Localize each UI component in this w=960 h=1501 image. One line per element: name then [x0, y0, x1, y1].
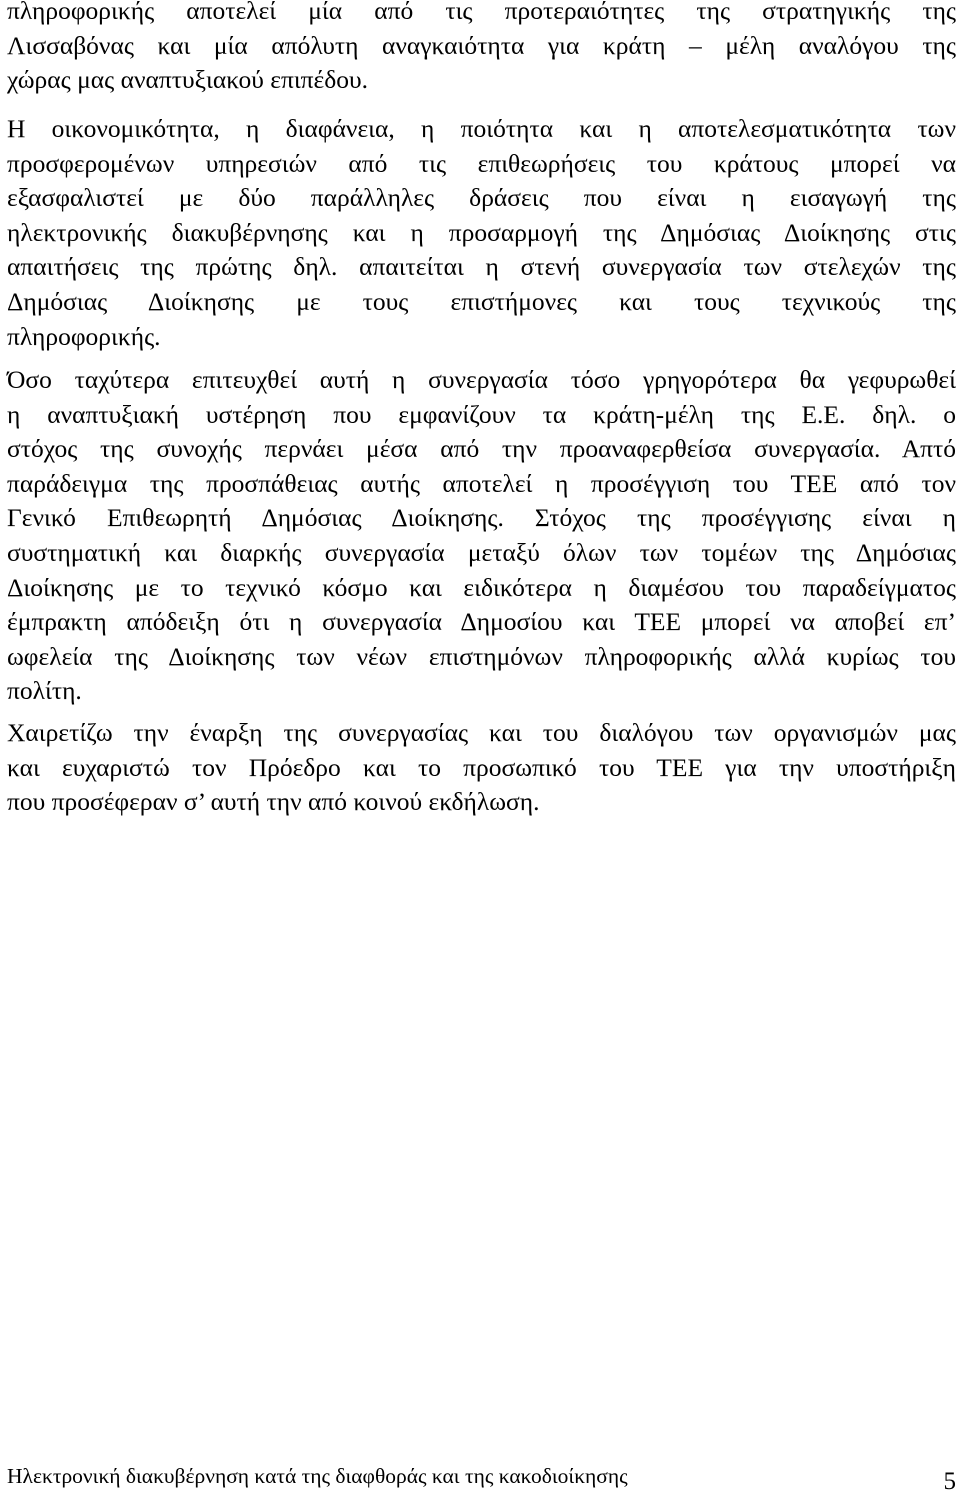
paragraph-line: πολίτη.	[7, 676, 82, 706]
paragraph-3	[7, 363, 956, 709]
paragraph-line: ωφελεία της Διοίκησης των νέων επιστημόνων πληροφορικής αλλά κυρίως του	[7, 641, 956, 671]
paragraph-line: Διοίκησης με το τεχνικό κόσμο και ειδικότερα η διαμέσου του παραδείγματος	[7, 572, 956, 602]
paragraph-line: και ευχαριστώ τον Πρόεδρο και το προσωπικό του ΤΕΕ για την υποστήριξη	[7, 752, 956, 782]
paragraph-line: εξασφαλιστεί με δύο παράλληλες δράσεις που είναι η εισαγωγή της	[7, 183, 956, 213]
paragraph-line: που προσέφεραν σ’ αυτή την από κοινού εκδήλωση.	[7, 787, 540, 817]
paragraph-line: πληροφορικής.	[7, 321, 161, 351]
paragraph-line: Γενικό Επιθεωρητή Δημόσιας Διοίκησης. Στόχος της προσέγγισης είναι η	[7, 503, 956, 533]
paragraph-4	[7, 716, 956, 820]
paragraph-line: η αναπτυξιακή υστέρηση που εμφανίζουν τα κράτη-μέλη της Ε.Ε. δηλ. ο	[7, 399, 956, 429]
paragraph-line: ηλεκτρονικής διακυβέρνησης και η προσαρμογή της Δημόσιας Διοίκησης στις	[7, 217, 956, 247]
paragraph-line: παράδειγμα της προσπάθειας αυτής αποτελεί η προσέγγιση του ΤΕΕ από τον	[7, 468, 956, 498]
paragraph-line: Όσο ταχύτερα επιτευχθεί αυτή η συνεργασία τόσο γρηγορότερα θα γεφυρωθεί	[7, 365, 956, 394]
paragraph-line: έμπρακτη απόδειξη ότι η συνεργασία Δημοσίου και ΤΕΕ μπορεί να αποβεί επ’	[7, 607, 956, 637]
paragraph-line: συστηματική και διαρκής συνεργασία μεταξύ όλων των τομέων της Δημόσιας	[7, 537, 956, 567]
paragraph-line: απαιτήσεις της πρώτης δηλ. απαιτείται η στενή συνεργασία των στελεχών της	[7, 252, 956, 282]
paragraph-2	[7, 112, 956, 354]
footer-title: Ηλεκτρονική διακυβέρνηση κατά της διαφθοράς και της κακοδιοίκησης	[7, 1464, 628, 1488]
page-number: 5	[943, 1468, 956, 1495]
paragraph-line: Η οικονομικότητα, η διαφάνεια, η ποιότητα και η αποτελεσματικότητα των	[7, 114, 956, 143]
paragraph-line: στόχος της συνοχής περνάει μέσα από την προαναφερθείσα συνεργασία. Απτό	[7, 434, 956, 464]
paragraph-line: Δημόσιας Διοίκησης με τους επιστήμονες και τους τεχνικούς της	[7, 286, 956, 316]
paragraph-line: Χαιρετίζω την έναρξη της συνεργασίας και του διαλόγου των οργανισμών μας	[7, 718, 956, 747]
paragraph-line: πληροφορικής αποτελεί μία από τις προτεραιότητες της στρατηγικής της	[7, 0, 956, 25]
paragraph-line: χώρας μας αναπτυξιακού επιπέδου.	[7, 65, 369, 95]
paragraph-line: Λισσαβόνας και μία απόλυτη αναγκαιότητα για κράτη – μέλη αναλόγου της	[7, 30, 956, 60]
paragraph-line: προσφερομένων υπηρεσιών από τις επιθεωρήσεις του κράτους μπορεί να	[7, 148, 956, 178]
paragraph-1	[7, 0, 956, 98]
